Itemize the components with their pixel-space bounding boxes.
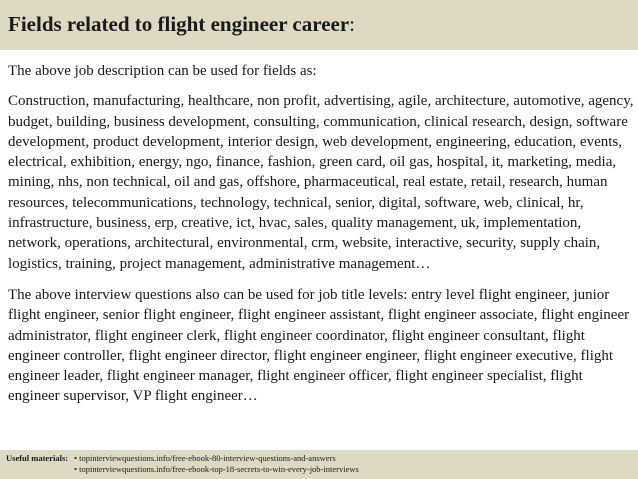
job-levels-list: The above interview questions also can be used for job title levels: entry level flight engineer, junior flight engineer, senior flight engineer, flight engineer assistant, flight engineer associate, flight engineer administrator, flight engineer clerk, flight engineer coordinator, flight engineer consultant, flight engineer controller, flight engineer director, flight engineer engineer, flight engineer executive, flight engineer leader, flight engineer manager, flight engineer officer, flight engineer specialist, flight engineer supervisor, VP flight engineer… bbox=[8, 286, 630, 405]
slide-title bbox=[8, 10, 355, 38]
useful-material-link[interactable]: • topinterviewquestions.info/free-ebook-80-interview-questions-and-answers bbox=[74, 453, 336, 463]
useful-materials-label-text: Useful materials bbox=[6, 453, 66, 463]
useful-materials-links bbox=[74, 453, 359, 475]
useful-material-link[interactable]: • topinterviewquestions.info/free-ebook-top-18-secrets-to-win-every-job-interviews bbox=[74, 464, 359, 474]
fields-list: Construction, manufacturing, healthcare, non profit, advertising, agile, architecture, automotive, agency, budget, building, business development, consulting, communication, clinical research, design, software development, product development, interior design, web development, engineering, education, events, electrical, exhibition, energy, ngo, finance, fashion, green card, oil gas, hospital, it, marketing, media, mining, nhs, non technical, oil and gas, offshore, pharmaceutical, real estate, retail, research, human resources, telecommunications, technology, technical, senior, digital, software, web, clinical, hr, infrastructure, business, erp, creative, ict, hvac, sales, quality management, uk, implementation, network, operations, architectural, environmental, crm, website, interactive, security, supply chain, logistics, training, project management, administrative management… bbox=[8, 93, 634, 272]
intro-text: The above job description can be used for fields as: bbox=[8, 63, 317, 79]
slide-body bbox=[8, 61, 634, 407]
slide-header bbox=[0, 0, 638, 50]
useful-materials-label bbox=[6, 453, 68, 464]
slide-title-colon: : bbox=[349, 12, 356, 36]
slide-title-text: Fields related to flight engineer career bbox=[8, 12, 350, 36]
slide-footer bbox=[0, 450, 638, 479]
useful-materials-separator: : bbox=[65, 453, 69, 463]
